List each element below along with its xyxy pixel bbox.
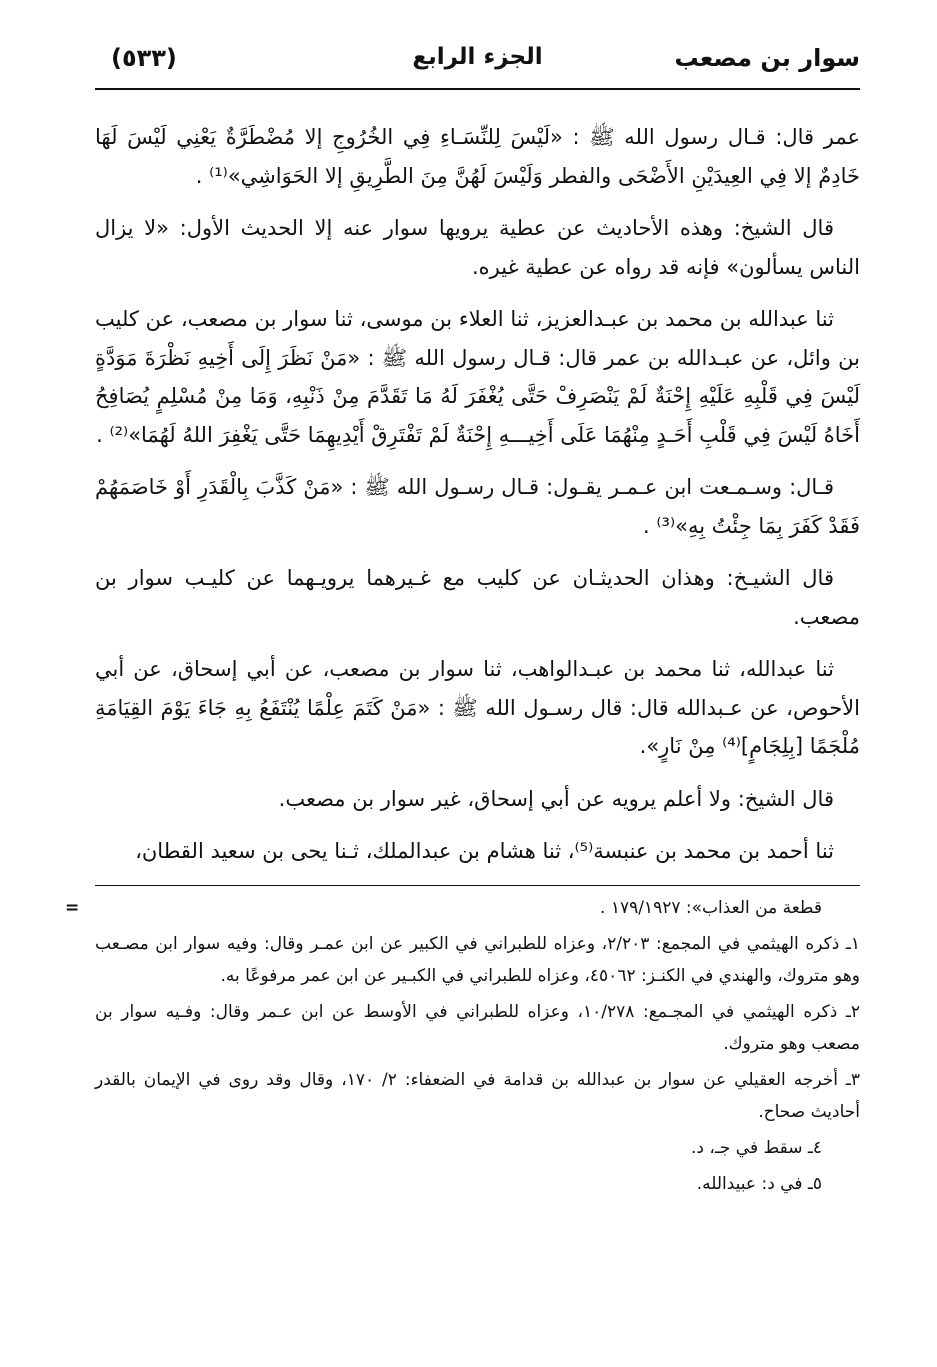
paragraph: عمر قال: قـال رسول الله ﷺ : «لَيْسَ لِلنِّسَـاءِ فِي الخُرُوجِ إلا مُضْطَرَّةٌ يَعْنِي لَيْسَ لَهَا خَادِمٌ إلا فِي العِيدَيْنِ الأَضْحَى والفطر وَلَيْسَ لَهُنَّ مِنَ الطَّرِيقِ إلا الحَوَاشِي»⁽¹⁾ .: [95, 125, 860, 188]
page-number: (٥٣٣): [111, 44, 177, 72]
footnote-4: ٤ـ سقط في جـ، د.: [691, 1137, 822, 1158]
footnote-1: ١ـ ذكره الهيثمي في المجمع: ٢/٢٠٣، وعزاه للطبراني في الكبير عن ابن عمـر وقال: وفيه سوار ابن مصـعب وهو متروك، والهندي في الكنـز: ٤٥٠٦٢، وعزاه للطبراني في الكبـير عن ابن عمر مرفوعًا به.: [95, 933, 860, 986]
book-page: [65, 30, 860, 1350]
paragraph: ثنا أحمد بن محمد بن عنبسة⁽⁵⁾، ثنا هشام بن عبدالملك، ثـنا يحى بن سعيد القطان،: [135, 839, 834, 863]
footnotes: [65, 892, 860, 1200]
footnote-separator: [95, 885, 860, 886]
paragraph: قال الشيخ: وهذه الأحاديث عن عطية يرويها سوار عنه إلا الحديث الأول: «لا يزال الناس يسألون» فإنه قد رواه عن عطية غيره.: [95, 216, 860, 279]
page-header: [95, 30, 860, 90]
volume-title: الجزء الرابع: [412, 44, 543, 70]
paragraph: ثنا عبدالله، ثنا محمد بن عبـدالواهب، ثنا سوار بن مصعب، عن أبي إسحاق، عن أبي الأحوص، عن عـبدالله قال: قال رسـول الله ﷺ : «مَنْ كَتَمَ عِلْمًا يُنْتَفَعُ بِهِ جَاءَ يَوْمَ القِيَامَةِ مُلْجَمًا [بِلِجَامٍ]⁽⁴⁾ مِنْ نَارٍ».: [95, 657, 860, 758]
footnote-continuation-text: قطعة من العذاب»: ١٧٩/١٩٢٧ .: [600, 897, 822, 918]
running-title: سوار بن مصعب: [674, 44, 860, 72]
footnote-5: ٥ـ في د: عبيدالله.: [696, 1173, 822, 1194]
footnote-3: ٣ـ أخرجه العقيلي عن سوار بن عبدالله بن قدامة في الضعفاء: ٢/ ١٧٠، وقال وقد روى في الإيمان بالقدر أحاديث صحاح.: [95, 1069, 860, 1122]
main-text: [95, 118, 860, 871]
paragraph: ثنا عبدالله بن محمد بن عبـدالعزيز، ثنا العلاء بن موسى، ثنا سوار بن مصعب، عن كليب بن وائل، عن عبـدالله بن عمر قال: قـال رسول الله ﷺ : «مَنْ نَظَرَ إِلَى أَخِيهِ نَظْرَةَ مَوَدَّةٍ لَيْسَ فِي قَلْبِهِ عَلَيْهِ إِحْنَةٌ لَمْ يَنْصَرِفْ حَتَّى يُغْفَرَ لَهُ مَا تَقَدَّمَ مِنْ ذَنْبِهِ، وَمَا مِنْ مُسْلِمٍ يُصَافِحُ أَخَاهُ لَيْسَ فِي قَلْبِ أَحَـدٍ مِنْهُمَا عَلَى أَخِيـــهِ إِحْنَةٌ لَمْ تَفْتَرِقْ أَيْدِيهِمَا حَتَّى يَغْفِرَ اللهُ لَهُمَا»⁽²⁾ .: [95, 307, 860, 447]
paragraph: قال الشيـخ: وهذان الحديثـان عن كليب مع غـيرهما يرويـهما عن كليـب سوار بن مصعب.: [95, 566, 860, 629]
paragraph: قال الشيخ: ولا أعلم يرويه عن أبي إسحاق، غير سوار بن مصعب.: [278, 786, 834, 811]
footnote-2: ٢ـ ذكره الهيثمي في المجـمع: ١٠/٢٧٨، وعزاه للطبراني في الأوسط عن ابن عـمر وقال: وفـيه سوار بن مصعب وهو متروك.: [95, 1001, 860, 1054]
paragraph: قـال: وسـمـعت ابن عـمـر يقـول: قـال رسـول الله ﷺ : «مَنْ كَذَّبَ بِالْقَدَرِ أَوْ خَاصَمَهُمْ فَقَدْ كَفَرَ بِمَا جِئْتُ بِهِ»⁽³⁾ .: [95, 475, 860, 538]
footnote-continuation: [65, 892, 860, 924]
continuation-mark: =: [65, 897, 80, 918]
